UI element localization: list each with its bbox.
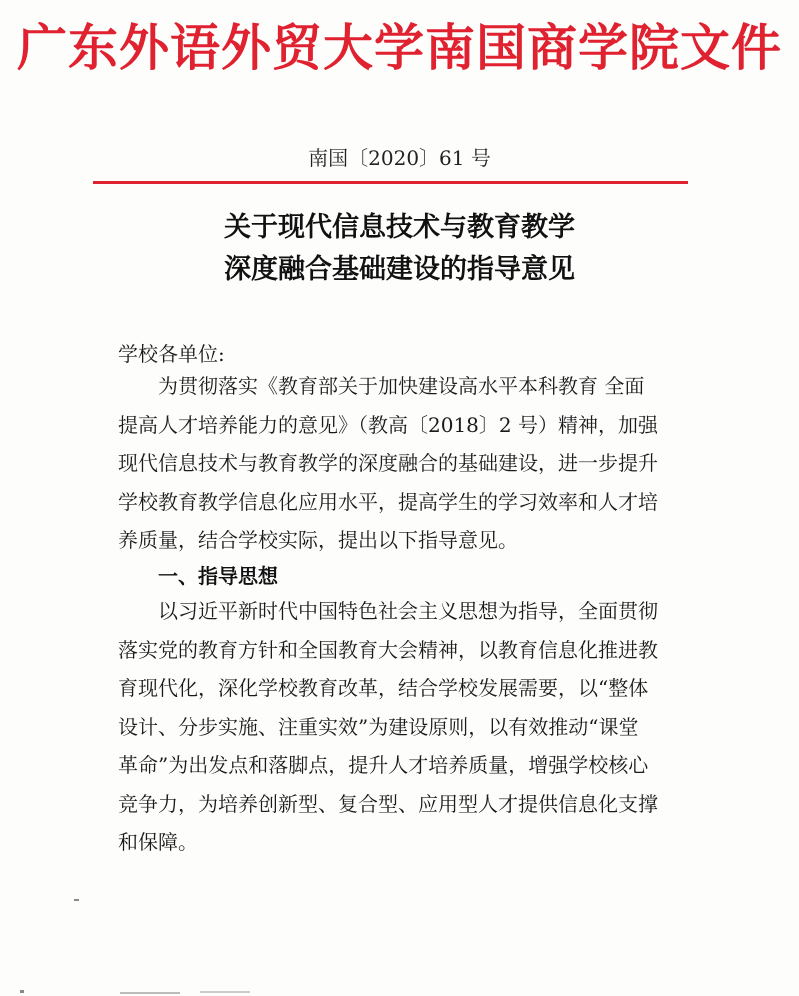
paragraph-line: 养质量，结合学校实际，提出以下指导意见。 <box>118 528 518 552</box>
paragraph-line: 和保障。 <box>118 830 198 854</box>
document-title-line-2: 深度融合基础建设的指导意见 <box>224 254 575 285</box>
scan-speck <box>74 899 79 901</box>
scan-speck <box>20 990 24 993</box>
paragraph-line: 落实党的教育方针和全国教育大会精神，以教育信息化推进教 <box>118 637 658 662</box>
scan-speck <box>120 992 180 994</box>
document-title-line-1: 关于现代信息技术与教育教学 <box>224 212 575 243</box>
paragraph-line: 育现代化，深化学校教育改革，结合学校发展需要，以“整体 <box>118 676 649 700</box>
paragraph-line: 学校教育教学信息化应用水平，提高学生的学习效率和人才培 <box>118 489 658 514</box>
red-divider-line <box>93 181 688 184</box>
paragraph-line: 为贯彻落实《教育部关于加快建设高水平本科教育 全面 <box>158 374 645 398</box>
paragraph-line: 革命”为出发点和落脚点，提升人才培养质量，增强学校核心 <box>118 753 649 777</box>
document-number: 南国〔2020〕61 号 <box>308 146 491 170</box>
document-header-title: 广东外语外贸大学南国商学院文件 <box>17 18 782 77</box>
document-title <box>0 207 799 291</box>
paragraph-guiding-ideology <box>118 592 698 862</box>
paragraph-line: 设计、分步实施、注重实效”为建设原则，以有效推动“课堂 <box>118 714 639 739</box>
scan-speck <box>200 991 250 993</box>
paragraph-line: 现代信息技术与教育教学的深度融合的基础建设，进一步提升 <box>118 451 658 475</box>
paragraph-line: 提高人才培养能力的意见》（教高〔2018〕2 号）精神，加强 <box>118 412 658 437</box>
paragraph-intro <box>118 367 698 560</box>
salutation: 学校各单位: <box>118 342 225 366</box>
section-heading-guiding-ideology: 一、指导思想 <box>158 564 278 588</box>
paragraph-line: 竞争力，为培养创新型、复合型、应用型人才提供信息化支撑 <box>118 791 658 816</box>
paragraph-line: 以习近平新时代中国特色社会主义思想为指导，全面贯彻 <box>158 599 658 623</box>
